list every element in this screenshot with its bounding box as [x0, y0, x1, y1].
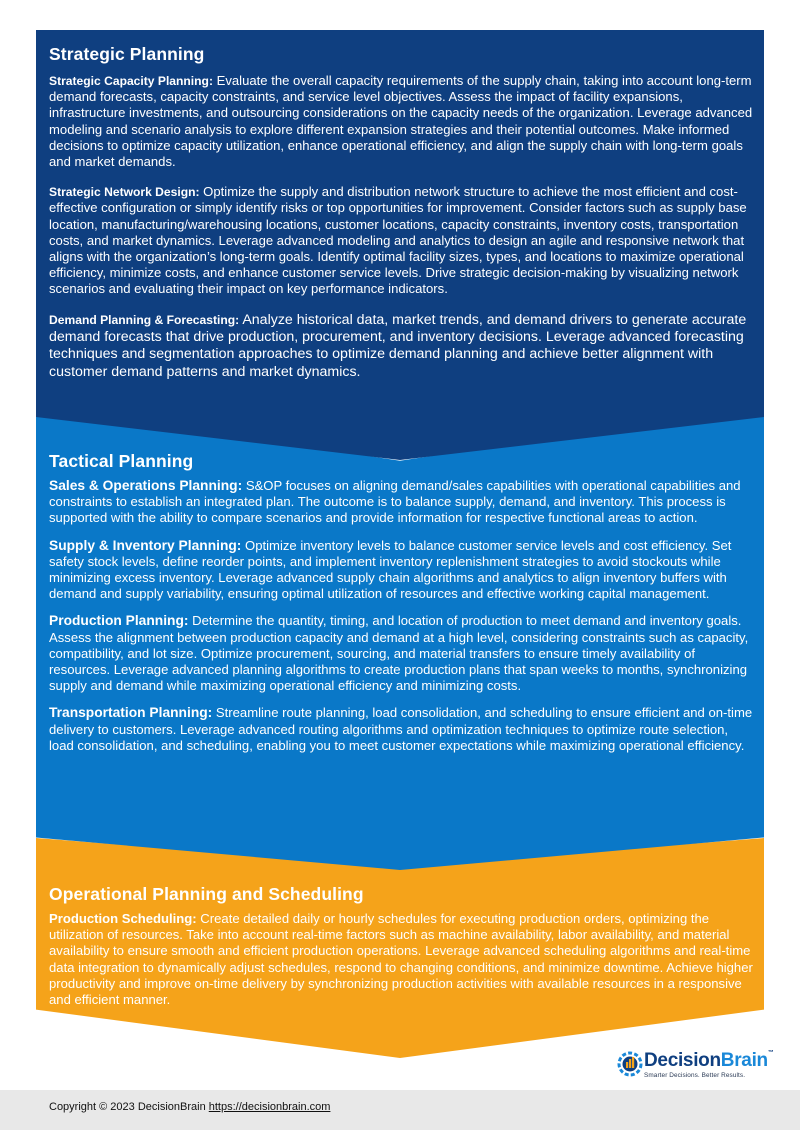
- logo-tagline: Smarter Decisions. Better Results.: [644, 1072, 746, 1079]
- logo-name-part1: Decision: [644, 1050, 721, 1071]
- tactical-planning-heading: Tactical Planning: [49, 451, 194, 471]
- paragraph-title: Production Planning:: [49, 613, 189, 629]
- paragraph-title: Sales & Operations Planning:: [49, 478, 243, 493]
- website-link[interactable]: https://decisionbrain.com: [208, 1101, 331, 1113]
- paragraph-text: S&OP focuses on aligning demand/sales capabilities with operational capabilities and constraints to establish an integrated plan. The outcome is to balance supply, demand, and inventory. This process is supported with the ability to compare scenarios and provide information for respective functional areas to action.: [49, 478, 741, 526]
- supply-inventory-planning-paragraph: [49, 538, 753, 603]
- paragraph-text: Optimize the supply and distribution network structure to achieve the most efficient and cost-effective configuration or simply identify risks or top opportunities for improvement. Consider factors such as supply base location, manufacturing/warehousing locations, customer locations, capacity constraints, inventory costs, transportation costs, and market dynamics. Leverage advanced modeling and analytics to design an agile and responsive network that aligns with the organization’s long-term goals. Identify optimal facility sizes, types, and locations to maximize operational efficiency, minimize costs, and enhance customer service levels. Drive strategic decision-making by visualizing network scenarios and evaluating their impact on key performance indicators.: [49, 184, 747, 297]
- tactical-planning-section: [49, 451, 753, 765]
- production-planning-paragraph: [49, 613, 753, 694]
- paragraph-text: Create detailed daily or hourly schedules for executing production orders, optimizing the utilization of resources. Take into account real-time factors such as machine availability, labor availability, and material availability to ensure smooth and efficient production operations. Leverage advanced scheduling algorithms and real-time data integration to dynamically adjust schedules, respond to changing conditions, and minimize downtime. Achieve higher productivity and improve on-time delivery by synchronizing production activities with available resources in a responsive and efficient manner.: [49, 911, 753, 1008]
- strategic-planning-heading: Strategic Planning: [49, 44, 205, 64]
- transportation-planning-paragraph: [49, 705, 753, 754]
- paragraph-text: Streamline route planning, load consolidation, and scheduling to ensure efficient and on-time delivery to customers. Leverage advanced routing algorithms and optimization techniques to optimize route selection, load consolidation, and scheduling, enabling you to meet customer expectations while maximizing operational efficiency.: [49, 705, 753, 753]
- footer-copyright: [49, 1101, 330, 1113]
- logo-name-part2: Brain: [720, 1050, 768, 1071]
- paragraph-title: Production Scheduling:: [49, 911, 197, 926]
- logo-wordmark: [644, 1050, 774, 1072]
- paragraph-text: Optimize inventory levels to balance customer service levels and cost efficiency. Set safety stock levels, define reorder points, and implement inventory replenishment strategies to avoid stockouts while minimizing excess inventory. Leverage advanced supply chain algorithms and analytics to align inventory buffers with demand and supply variability, ensuring optimal utilization of resources and effective working capital management.: [49, 537, 732, 602]
- sales-operations-planning-paragraph: [49, 478, 753, 527]
- paragraph-title: Transportation Planning:: [49, 705, 213, 721]
- logo-trademark: ™: [767, 1050, 774, 1056]
- decisionbrain-logo-icon: [617, 1049, 643, 1079]
- strategic-planning-section: [49, 44, 753, 395]
- strategic-network-design-paragraph: [49, 184, 753, 297]
- paragraph-text: Evaluate the overall capacity requirements of the supply chain, taking into account long-term demand forecasts, capacity constraints, and service level objectives. Assess the impact of facility expansions, infrastructure investments, and outsourcing considerations on the capacity needs of the organization. Leverage advanced modeling and scenario analysis to explore different expansion strategies and their potential outcomes. Make informed decisions to optimize capacity utilization, enhance operational efficiency, and align the supply chain with long-term goals and market demands.: [49, 73, 753, 170]
- paragraph-text: Determine the quantity, timing, and location of production to meet demand and inventory goals. Assess the alignment between production capacity and demand at a high level, considering constraints such as capacity, compatibility, and lot size. Optimize procurement, sourcing, and material transfers to ensure timely availability of resources. Leverage advanced planning algorithms to create production plans that span weeks to months, synchronizing supply and demand while maximizing operational efficiency and minimizing costs.: [49, 613, 749, 694]
- copyright-text: Copyright © 2023 DecisionBrain: [49, 1101, 209, 1113]
- decisionbrain-logo: [617, 1046, 774, 1086]
- paragraph-title: Demand Planning & Forecasting:: [49, 312, 240, 327]
- demand-planning-paragraph: [49, 312, 753, 382]
- paragraph-title: Strategic Capacity Planning:: [49, 74, 213, 88]
- paragraph-title: Strategic Network Design:: [49, 185, 200, 200]
- production-scheduling-paragraph: [49, 911, 753, 1008]
- operational-planning-heading: Operational Planning and Scheduling: [49, 884, 364, 904]
- paragraph-title: Supply & Inventory Planning:: [49, 537, 242, 553]
- operational-planning-section: [49, 884, 753, 1008]
- paragraph-text: Analyze historical data, market trends, and demand drivers to generate accurate demand forecasts that drive production, procurement, and inventory decisions. Leverage advanced forecasting techniques and segmentation approaches to optimize demand planning and achieve better alignment with customer demand patterns and market dynamics.: [49, 311, 747, 380]
- strategic-capacity-planning-paragraph: [49, 73, 753, 170]
